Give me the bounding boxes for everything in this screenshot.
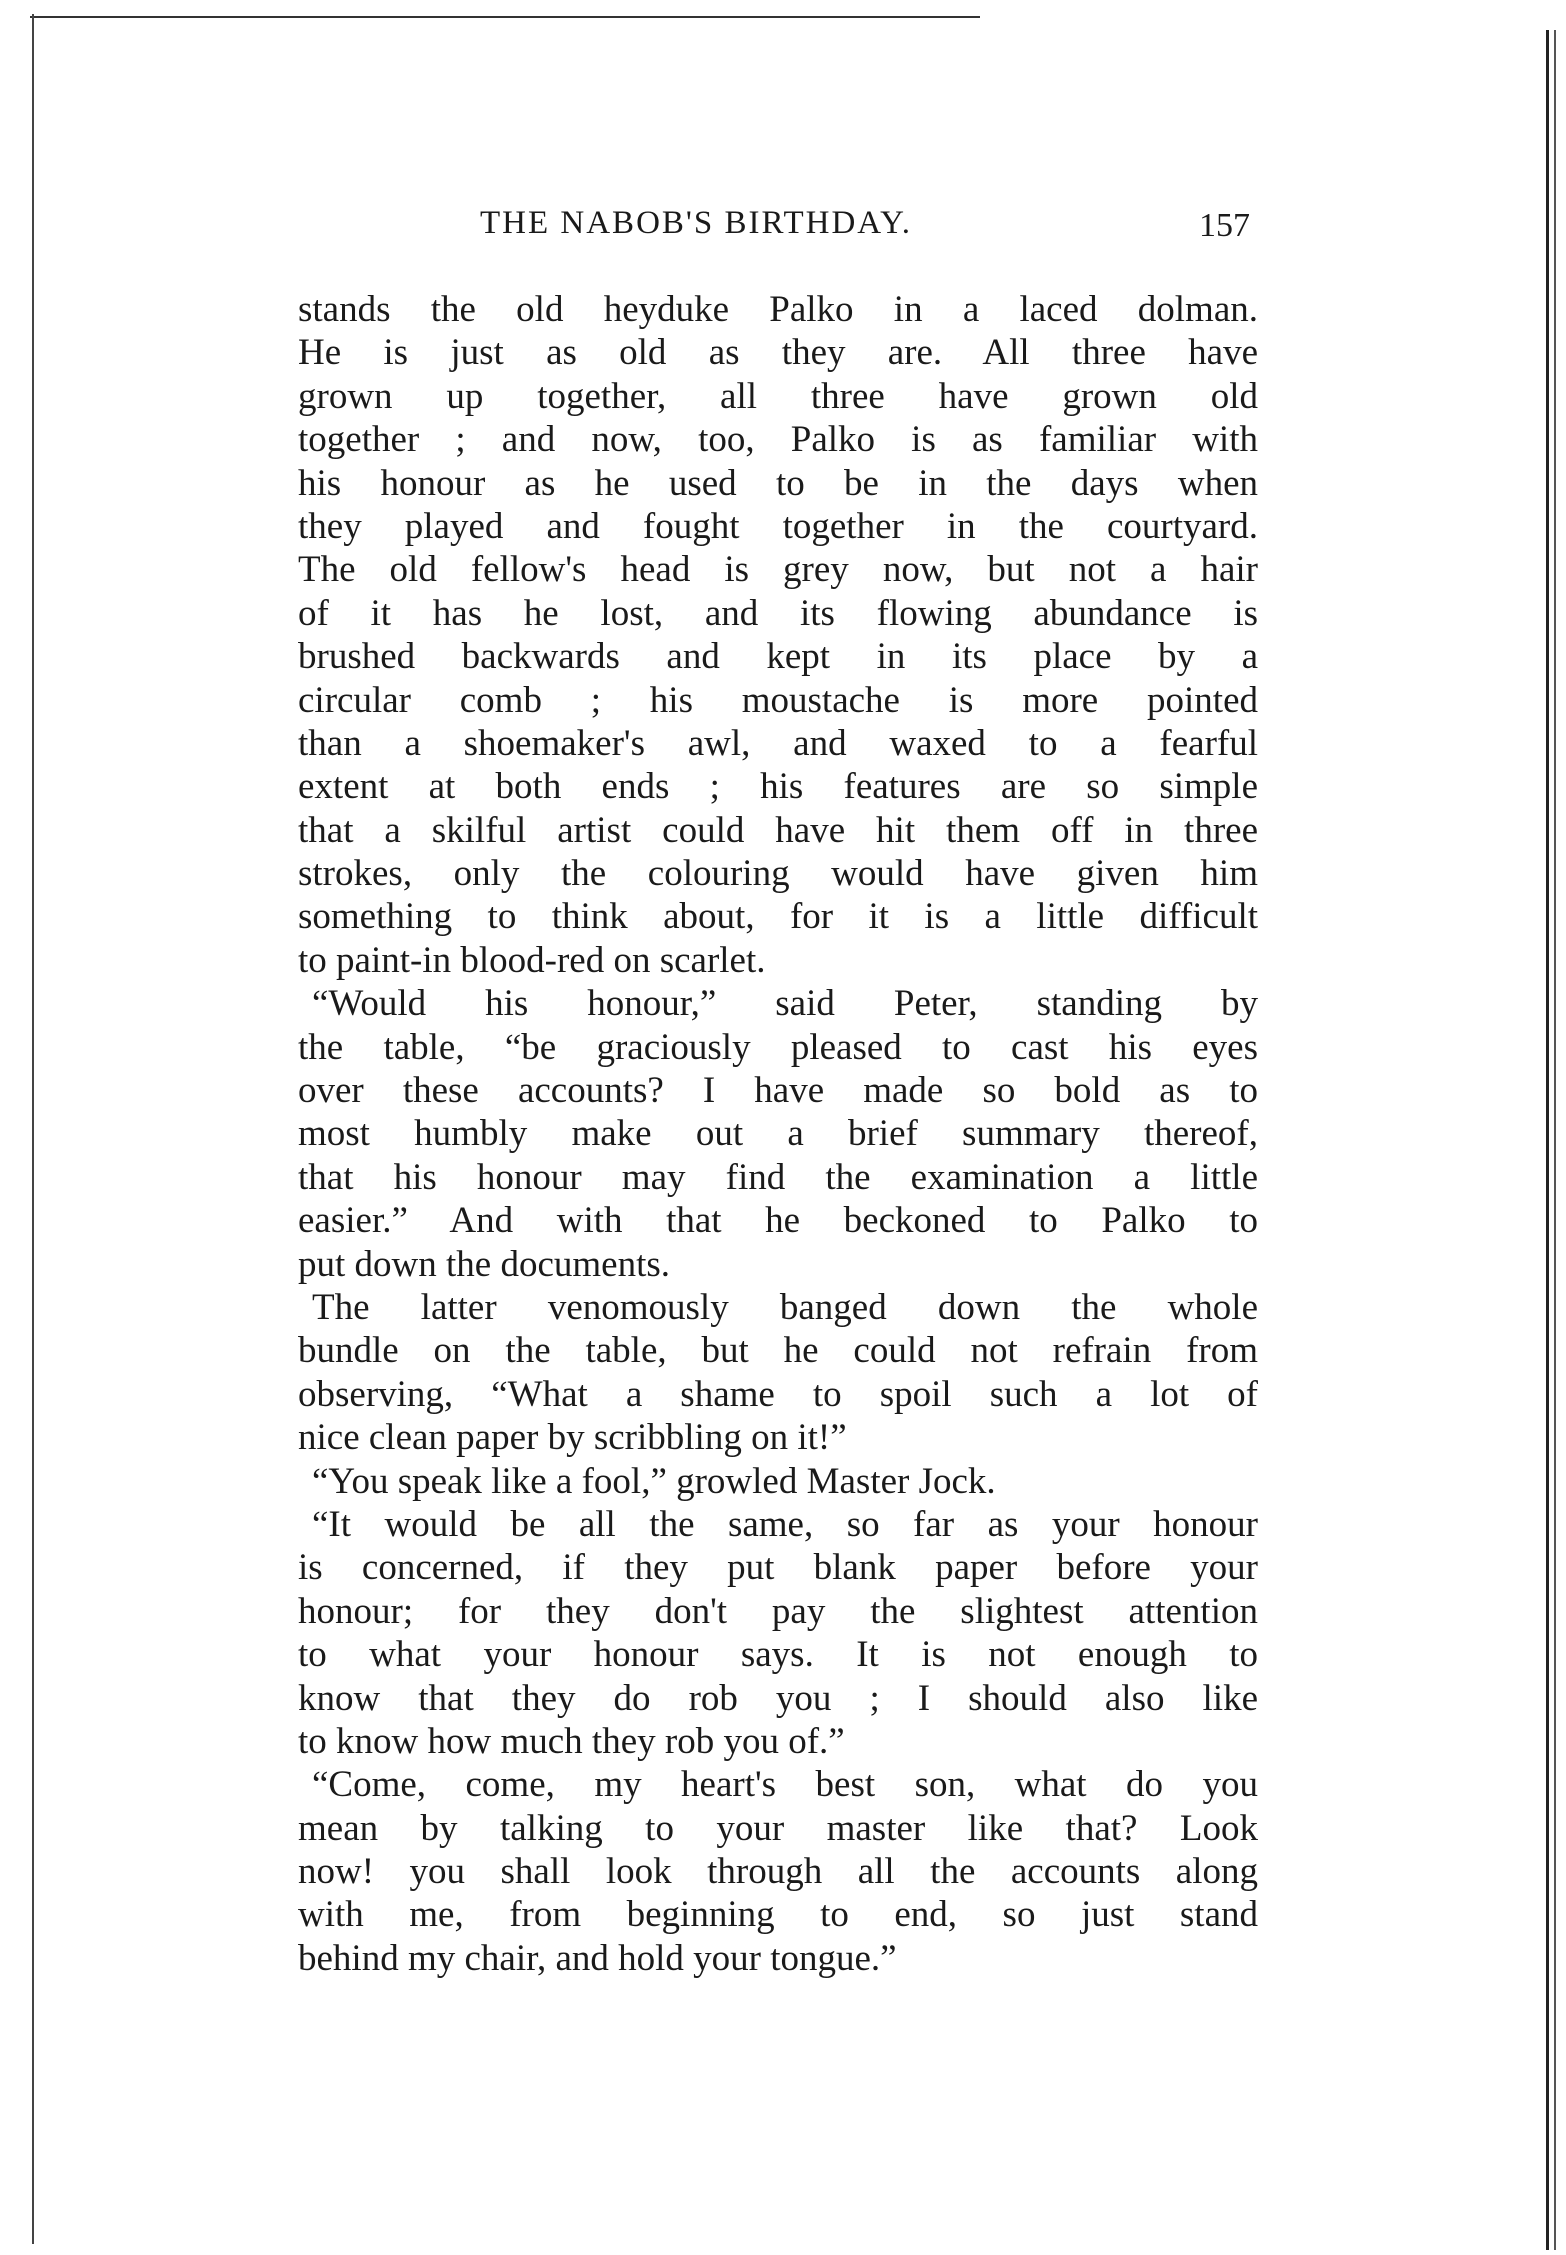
text-line: the table, “be graciously pleased to cast his eyes [298,1026,1258,1068]
text-line: to paint-in blood-red on scarlet. [298,939,766,981]
text-line: know that they do rob you ; I should also like [298,1677,1258,1719]
text-line: grown up together, all three have grown old [298,375,1258,417]
text-line: that a skilful artist could have hit them off in three [298,809,1258,851]
text-line: extent at both ends ; his features are so simple [298,766,1258,808]
text-line: brushed backwards and kept in its place by a [298,636,1258,678]
text-line: He is just as old as they are. All three have [298,332,1258,374]
text-line: “Come, come, my heart's best son, what do you [312,1764,1258,1806]
text-line: “It would be all the same, so far as your honour [312,1503,1258,1545]
running-title: THE NABOB'S BIRTHDAY. [480,205,912,241]
text-line: to what your honour says. It is not enough to [298,1634,1258,1676]
page-number: 157 [1199,207,1250,244]
text-line: they played and fought together in the courtyard. [298,505,1258,547]
page-edge-right [1546,30,1556,2250]
text-line: with me, from beginning to end, so just stand [298,1894,1258,1936]
text-line: most humbly make out a brief summary thereof, [298,1113,1258,1155]
text-line: “You speak like a fool,” growled Master Jock. [312,1460,996,1502]
page-edge-top [30,16,980,18]
running-head [480,205,1250,255]
text-line: his honour as he used to be in the days when [298,462,1258,504]
text-line: put down the documents. [298,1243,671,1285]
text-line: something to think about, for it is a little difficult [298,896,1258,938]
text-line: than a shoemaker's awl, and waxed to a fearful [298,722,1258,764]
page-edge-left [32,14,34,2244]
text-line: mean by talking to your master like that? Look [298,1807,1258,1849]
text-line: of it has he lost, and its flowing abundance is [298,592,1258,634]
text-line: The old fellow's head is grey now, but not a hair [298,549,1258,591]
text-line: that his honour may find the examination a little [298,1156,1258,1198]
text-line: honour; for they don't pay the slightest attention [298,1590,1258,1632]
text-line: together ; and now, too, Palko is as familiar with [298,419,1258,461]
text-line: is concerned, if they put blank paper before your [298,1547,1258,1589]
text-line: now! you shall look through all the accounts along [298,1851,1258,1893]
text-line: circular comb ; his moustache is more pointed [298,679,1258,721]
text-line: behind my chair, and hold your tongue.” [298,1937,897,1979]
text-line: strokes, only the colouring would have given him [298,853,1258,895]
text-line: easier.” And with that he beckoned to Palko to [298,1200,1258,1242]
text-line: The latter venomously banged down the whole [312,1286,1258,1328]
text-line: “Would his honour,” said Peter, standing by [312,983,1258,1025]
text-line: bundle on the table, but he could not refrain from [298,1330,1258,1372]
text-line: nice clean paper by scribbling on it!” [298,1417,847,1459]
body-text [298,288,1258,1980]
text-line: stands the old heyduke Palko in a laced dolman. [298,289,1258,330]
text-line: to know how much they rob you of.” [298,1720,845,1762]
text-line: over these accounts? I have made so bold as to [298,1070,1258,1112]
text-line: observing, “What a shame to spoil such a lot of [298,1373,1258,1415]
